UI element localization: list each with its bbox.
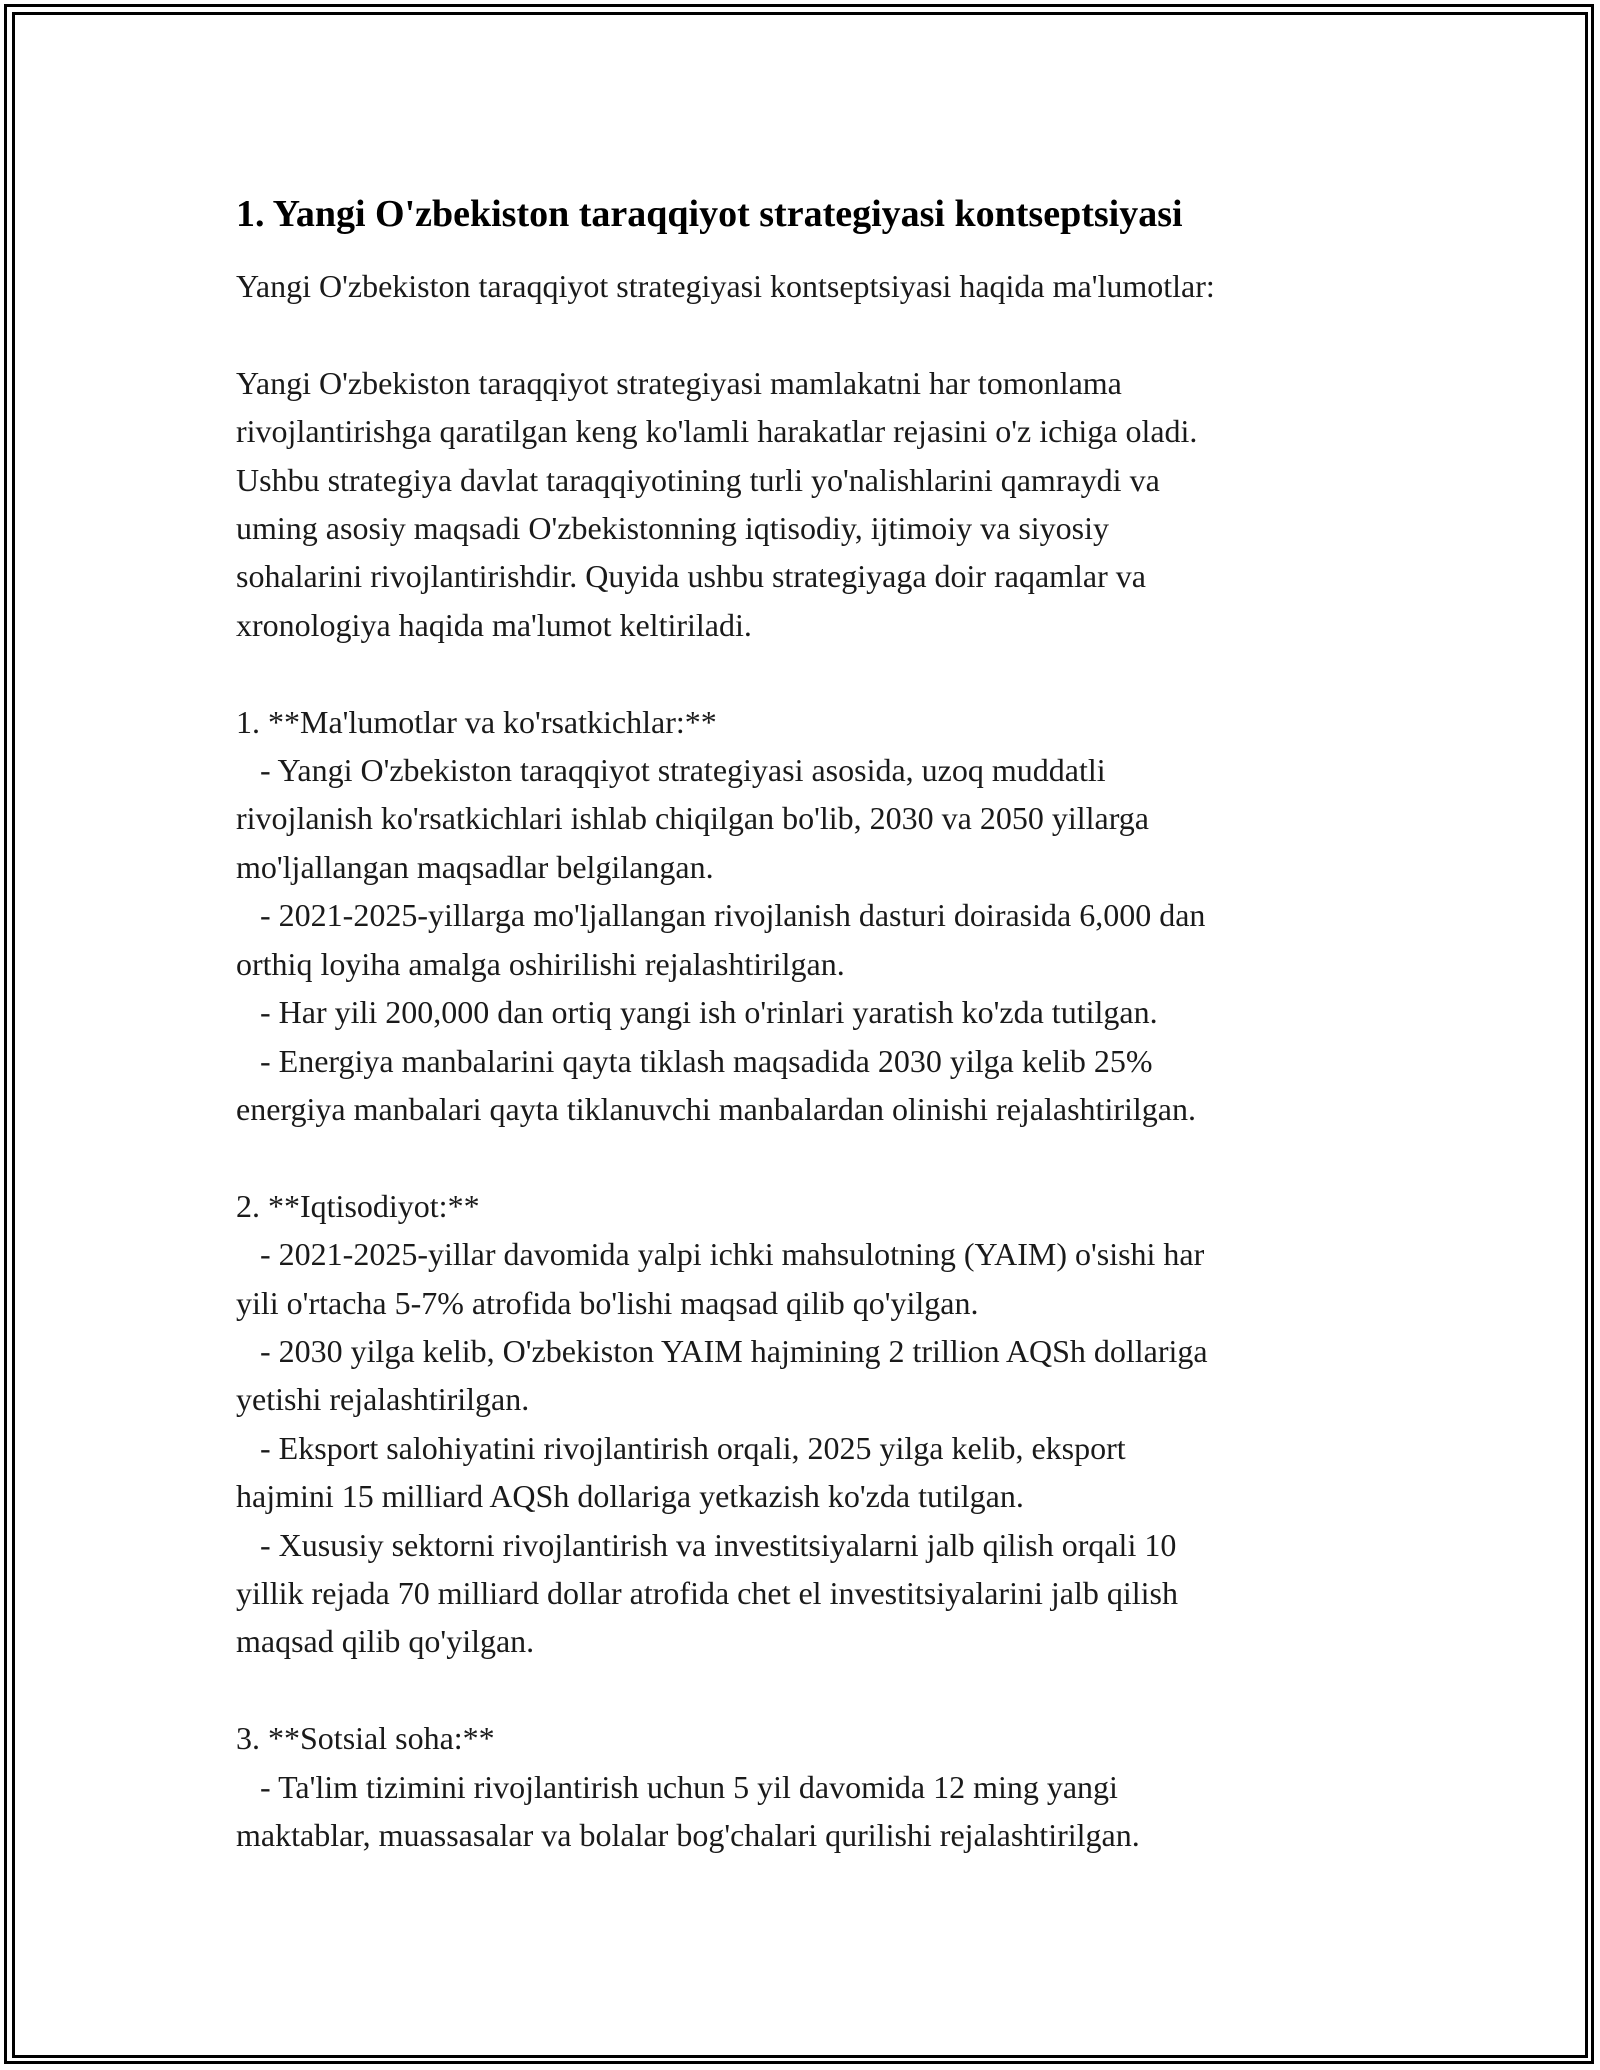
document-body: Yangi O'zbekiston taraqqiyot strategiyasi kontseptsiyasi haqida ma'lumotlar: Yangi O'zbekiston taraqqiyot strategiyasi mamlakatni har tomonlama rivojlantirishga qaratilgan keng ko'lamli harakatlar rejasini o'z ichiga oladi. Ushbu strategiya davlat taraqqiyotining turli yo'nalishlarini qamraydi va uming asosiy maqsadi O'zbekistonning iqtisodiy, ijtimoiy va siyosiy sohalarini rivojlantirishdir. Quyida ushbu strategiyaga doir raqamlar va xronologiya haqida ma'lumot keltiriladi. 1. **Ma'lumotlar va ko'rsatkichlar:** - Yangi O'zbekiston taraqqiyot strategiyasi asosida, uzoq muddatli rivojlanish ko'rsatkichlari ishlab chiqilgan bo'lib, 2030 va 2050 yillarga mo'ljallangan maqsadlar belgilangan. - 2021-2025-yillarga mo'ljallangan rivojlanish dasturi doirasida 6,000 dan orthiq loyiha amalga oshirilishi rejalashtirilgan. - Har yili 200,000 dan ortiq yangi ish o'rinlari yaratish ko'zda tutilgan. - Energiya manbalarini qayta tiklash maqsadida 2030 yilga kelib 25% energiya manbalari qayta tiklanuvchi manbalardan olinishi rejalashtirilgan. 2. **Iqtisodiyot:** - 2021-2025-yillar davomida yalpi ichki mahsulotning (YAIM) o'sishi har yili o'rtacha 5-7% atrofida bo'lishi maqsad qilib qo'yilgan. - 2030 yilga kelib, O'zbekiston YAIM hajmining 2 trillion AQSh dollariga yetishi rejalashtirilgan. - Eksport salohiyatini rivojlantirish orqali, 2025 yilga kelib, eksport hajmini 15 milliard AQSh dollariga yetkazish ko'zda tutilgan. - Xususiy sektorni rivojlantirish va investitsiyalarni jalb qilish orqali 10 yillik rejada 70 milliard dollar atrofida chet el investitsiyalarini jalb qilish maqsad qilib qo'yilgan. 3. **Sotsial soha:** - Ta'lim tizimini rivojlantirish uchun 5 yil davomida 12 ming yangi maktablar, muassasalar va bolalar bog'chalari qurilishi rejalashtirilgan.	[236, 268, 1215, 1853]
document-heading: 1. Yangi O'zbekiston taraqqiyot strategiyasi kontseptsiyasi	[236, 193, 1183, 235]
document-content	[236, 186, 1416, 1859]
